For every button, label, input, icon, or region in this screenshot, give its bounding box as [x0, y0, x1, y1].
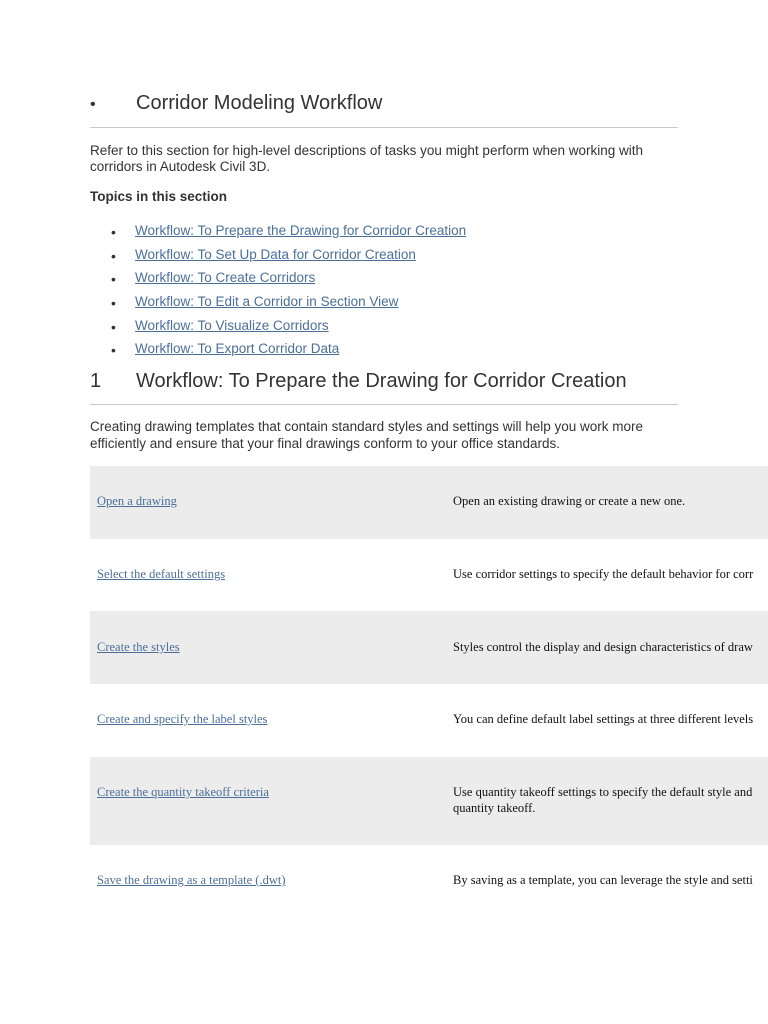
workflow-number: 1	[90, 370, 102, 392]
step-description: Open an existing drawing or create a new one.	[453, 494, 686, 508]
list-bullet: •	[111, 247, 116, 264]
step-description: You can define default label settings at three different levels	[453, 712, 754, 726]
step-link-open-drawing[interactable]: Open a drawing	[97, 494, 177, 508]
table-row	[90, 539, 768, 611]
table-row	[90, 684, 768, 757]
topic-link-create-corridors[interactable]: Workflow: To Create Corridors	[135, 270, 316, 286]
list-bullet: •	[111, 224, 116, 240]
workflow-heading	[90, 368, 678, 405]
table-row	[90, 466, 768, 539]
list-bullet: •	[111, 271, 116, 288]
step-link-create-styles[interactable]: Create the styles	[97, 640, 180, 654]
topics-heading: Topics in this section	[90, 189, 228, 204]
topic-link-prepare-drawing[interactable]: Workflow: To Prepare the Drawing for Corridor Creation	[135, 223, 467, 238]
section-heading	[90, 92, 678, 128]
table-row	[90, 845, 768, 920]
workflow-title: Workflow: To Prepare the Drawing for Corridor Creation	[136, 370, 627, 392]
table-row	[90, 611, 768, 684]
topic-link-set-up-data[interactable]: Workflow: To Set Up Data for Corridor Creation	[135, 246, 416, 262]
list-bullet: •	[111, 318, 116, 335]
step-link-default-settings[interactable]: Select the default settings	[97, 567, 226, 581]
step-link-quantity-takeoff[interactable]: Create the quantity takeoff criteria	[97, 785, 269, 799]
heading-bullet: •	[90, 96, 96, 113]
step-description: Use quantity takeoff settings to specify the default style and quantity takeoff.	[453, 785, 753, 815]
workflow-description: Creating drawing templates that contain standard styles and settings will help you work more efficiently and ensure that your final drawings conform to your office standards.	[90, 419, 644, 451]
step-description: By saving as a template, you can leverage the style and setti	[453, 873, 753, 887]
list-bullet: •	[111, 295, 116, 312]
step-link-label-styles[interactable]: Create and specify the label styles	[97, 712, 268, 726]
section-title: Corridor Modeling Workflow	[136, 92, 383, 114]
topic-link-export-data[interactable]: Workflow: To Export Corridor Data	[135, 341, 340, 357]
step-description: Styles control the display and design characteristics of draw	[453, 640, 753, 654]
table-row	[90, 757, 768, 845]
section-intro: Refer to this section for high-level descriptions of tasks you might perform when working with corridors in Autodesk Civil 3D.	[90, 143, 643, 174]
topic-link-visualize[interactable]: Workflow: To Visualize Corridors	[135, 317, 329, 333]
step-link-save-template[interactable]: Save the drawing as a template (.dwt)	[97, 873, 286, 887]
list-bullet: •	[111, 342, 116, 359]
topic-link-edit-section-view[interactable]: Workflow: To Edit a Corridor in Section View	[135, 294, 399, 310]
workflow-steps-table	[90, 466, 768, 920]
step-description: Use corridor settings to specify the default behavior for corr	[453, 567, 754, 581]
